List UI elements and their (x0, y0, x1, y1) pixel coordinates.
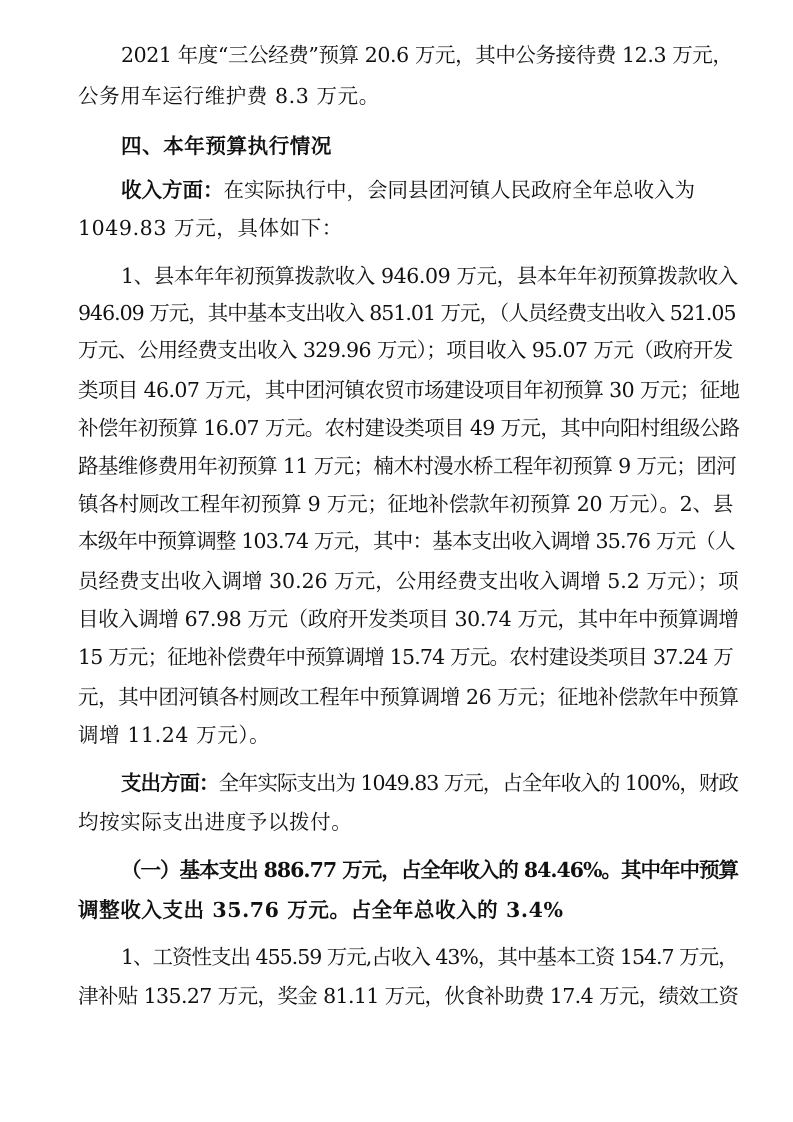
text-line (78, 333, 738, 367)
text-line (121, 129, 738, 163)
text-line (78, 680, 738, 714)
text-line (78, 893, 738, 927)
line-text: 公务用车运行维护费 8.3 万元。 (78, 84, 380, 108)
text-line (78, 411, 738, 445)
text-line (78, 564, 738, 598)
text-line (78, 296, 738, 330)
text-line (78, 602, 738, 636)
line-text: 目收入调增 67.98 万元（政府开发类项目 30.74 万元，其中年中预算调增 (78, 607, 739, 631)
line-text: 15 万元；征地补偿费年中预算调增 15.74 万元。农村建设类项目 37.24 万 (78, 645, 733, 669)
text-line (78, 524, 738, 558)
line-text: 四、本年预算执行情况 (121, 134, 332, 158)
line-text: 元，其中团河镇各村厕改工程年中预算调增 26 万元；征地补偿款年中预算 (78, 685, 739, 709)
text-line (121, 940, 738, 974)
line-text: 1049.83 万元，具体如下： (78, 216, 343, 240)
text-line (78, 979, 738, 1013)
line-text: 均按实际支出进度予以拨付。 (78, 810, 353, 834)
line-text: 津补贴 135.27 万元，奖金 81.11 万元，伙食补助费 17.4 万元，绩效工资 (78, 984, 739, 1008)
section-lead: 收入方面： (121, 178, 224, 202)
text-line (78, 79, 738, 113)
text-line (121, 766, 738, 800)
line-text: 镇各村厕改工程年初预算 9 万元；征地补偿款年初预算 20 万元）。2、县 (78, 492, 734, 516)
text-line (78, 718, 738, 752)
text-line (121, 853, 738, 887)
line-text: 补偿年初预算 16.07 万元。农村建设类项目 49 万元，其中向阳村组级公路 (78, 416, 740, 440)
section-lead: 支出方面： (121, 771, 219, 795)
line-text: 调增 11.24 万元）。 (78, 723, 271, 747)
line-text: 调整收入支出 35.76 万元。占全年总收入的 3.4% (78, 898, 564, 922)
text-line (78, 640, 738, 674)
line-text: 万元、公用经费支出收入 329.96 万元）；项目收入 95.07 万元（政府开发 (78, 338, 733, 362)
line-text: 2021 年度“三公经费”预算 20.6 万元，其中公务接待费 12.3 万元， (121, 43, 733, 67)
text-line (78, 211, 738, 245)
line-text: 1、工资性支出 455.59 万元,占收入 43%，其中基本工资 154.7 万元， (121, 945, 738, 969)
line-text: 1、县本年年初预算拨款收入 946.09 万元，县本年年初预算拨款收入 (121, 264, 738, 288)
line-text: 员经费支出收入调增 30.26 万元，公用经费支出收入调增 5.2 万元）；项 (78, 569, 739, 593)
text-line (78, 805, 738, 839)
text-line (78, 487, 738, 521)
text-line (78, 449, 738, 483)
text-line (121, 38, 738, 72)
line-text: 类项目 46.07 万元，其中团河镇农贸市场建设项目年初预算 30 万元；征地 (78, 378, 740, 402)
text-line (121, 259, 738, 293)
text-line (121, 173, 738, 207)
line-text: 本级年中预算调整 103.74 万元，其中：基本支出收入调增 35.76 万元（人 (78, 529, 735, 553)
line-text: 946.09 万元，其中基本支出收入 851.01 万元，（人员经费支出收入 521.05 (78, 301, 736, 325)
line-text: （一）基本支出 886.77 万元，占全年收入的 84.46%。其中年中预算 (121, 858, 739, 882)
line-text: 全年实际支出为 1049.83 万元，占全年收入的 100%，财政 (218, 771, 738, 795)
text-line (78, 373, 738, 407)
line-text: 在实际执行中，会同县团河镇人民政府全年总收入为 (223, 178, 695, 202)
line-text: 路基维修费用年初预算 11 万元；楠木村漫水桥工程年初预算 9 万元；团河 (78, 454, 736, 478)
